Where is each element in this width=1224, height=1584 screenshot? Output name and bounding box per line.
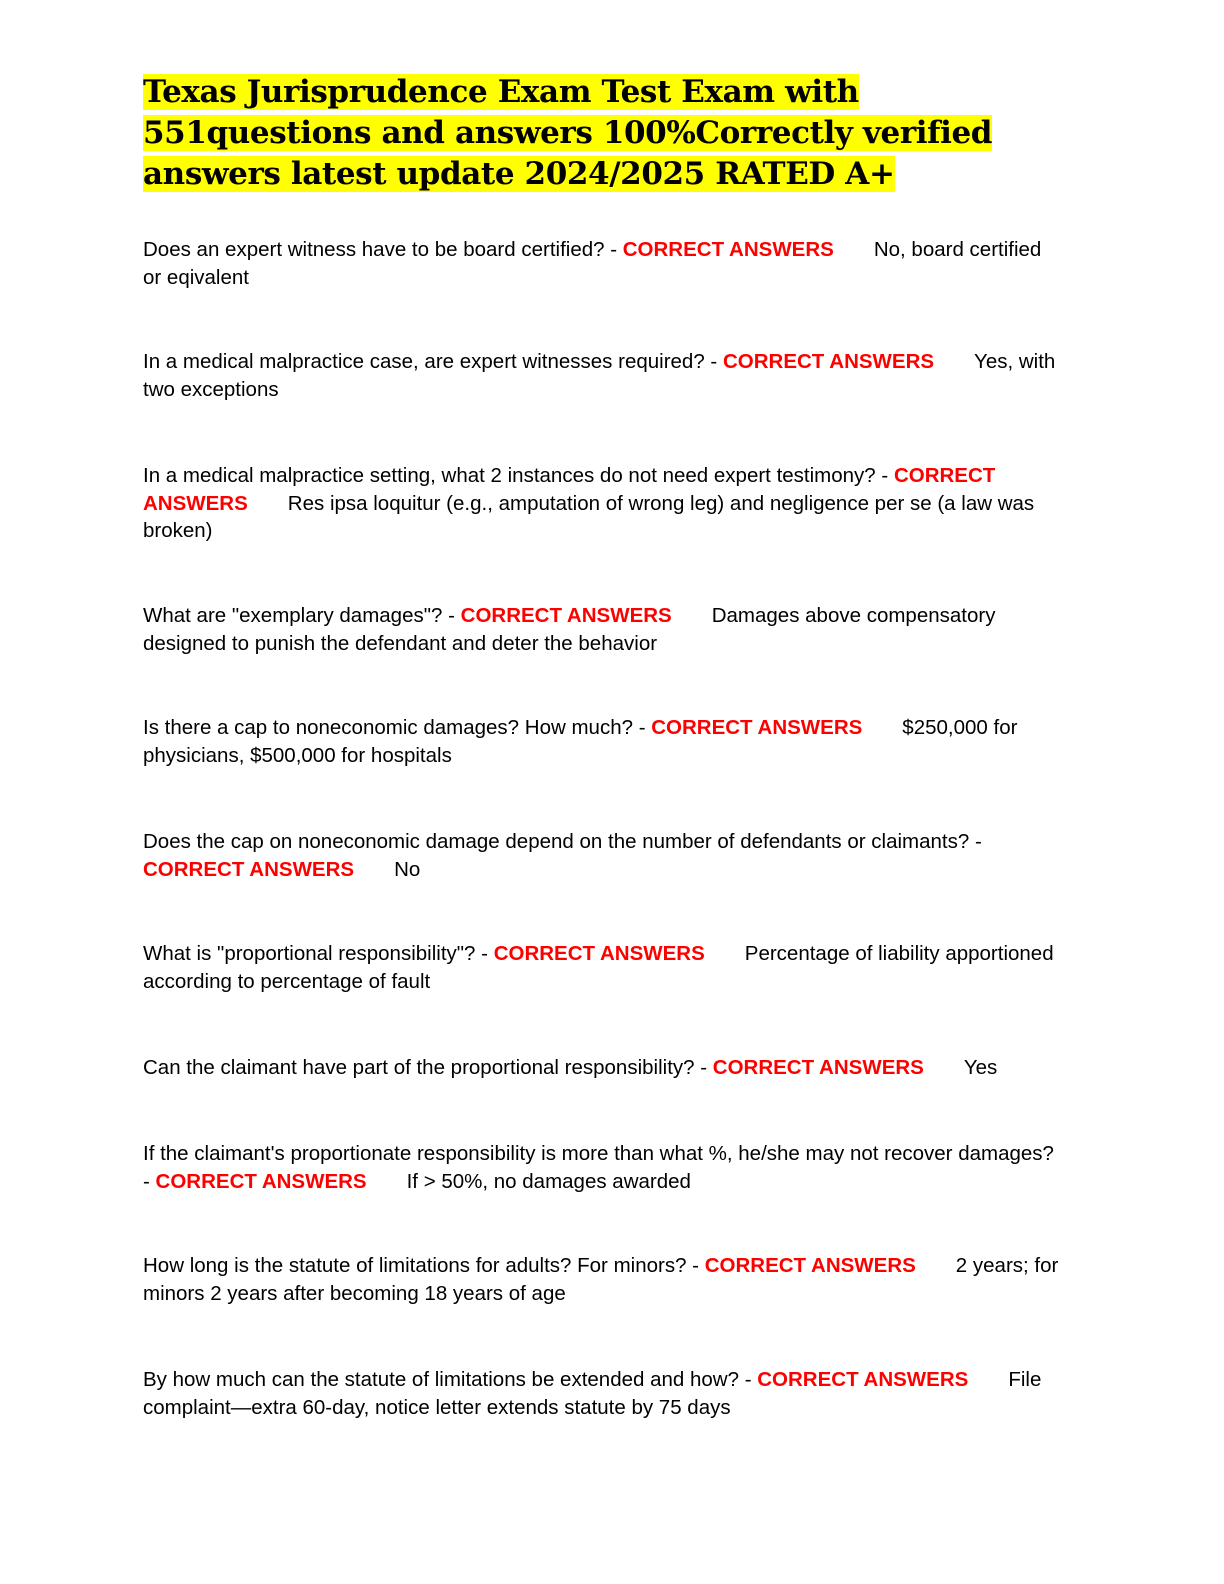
answer-marker: CORRECT ANSWERS: [143, 857, 355, 881]
qa-item: [143, 462, 1061, 545]
question-text: How long is the statute of limitations for adults? For minors? -: [143, 1254, 705, 1277]
question-text: In a medical malpractice case, are expert witnesses required? -: [143, 350, 723, 373]
qa-item: [143, 828, 1061, 883]
question-text: If the claimant's proportionate responsibility is more than what %, he/she may not recover damages? -: [143, 1142, 1054, 1193]
answer-text: Yes: [963, 1056, 998, 1079]
question-text: Does an expert witness have to be board certified? -: [143, 238, 623, 261]
qa-item: [143, 236, 1061, 291]
qa-item: [143, 348, 1061, 403]
answer-text: Damages above compensatory designed to punish the defendant and deter the behavior: [143, 604, 996, 655]
qa-item: [143, 940, 1061, 995]
qa-item: [143, 1252, 1061, 1307]
answer-text: Yes, with two exceptions: [143, 350, 1056, 401]
qa-item: [143, 1054, 1061, 1082]
question-text: What are "exemplary damages"? -: [143, 604, 461, 627]
qa-item: [143, 1140, 1061, 1195]
answer-marker: CORRECT ANSWERS: [712, 1056, 924, 1079]
answer-marker: CORRECT ANSWERS: [460, 604, 672, 627]
question-text: Is there a cap to noneconomic damages? How much? -: [143, 716, 652, 739]
question-text: Can the claimant have part of the proportional responsibility? -: [143, 1056, 713, 1079]
answer-text: $250,000 for physicians, $500,000 for hospitals: [143, 716, 1018, 767]
question-text: Does the cap on noneconomic damage depend on the number of defendants or claimants? -: [143, 830, 982, 853]
answer-text: 2 years; for minors 2 years after becoming 18 years of age: [143, 1254, 1059, 1305]
answer-text: If > 50%, no damages awarded: [406, 1169, 691, 1193]
answer-text: No: [394, 857, 421, 881]
answer-text: Res ipsa loquitur (e.g., amputation of wrong leg) and negligence per se (a law was broken): [143, 491, 1035, 542]
answer-marker: CORRECT ANSWERS: [757, 1368, 969, 1391]
answer-marker: CORRECT ANSWERS: [143, 464, 996, 515]
question-text: By how much can the statute of limitations be extended and how? -: [143, 1368, 758, 1391]
answer-text: File complaint—extra 60-day, notice letter extends statute by 75 days: [143, 1368, 1042, 1419]
answer-marker: CORRECT ANSWERS: [493, 942, 705, 965]
title-highlight: Texas Jurisprudence Exam Test Exam with 551questions and answers 100%Correctly verified answers latest update 2024/2025 RATED A+: [143, 74, 993, 192]
answer-marker: CORRECT ANSWERS: [704, 1254, 916, 1277]
question-text: In a medical malpractice setting, what 2 instances do not need expert testimony? -: [143, 464, 894, 487]
qa-item: [143, 602, 1061, 657]
answer-marker: CORRECT ANSWERS: [651, 716, 863, 739]
answer-text: Percentage of liability apportioned according to percentage of fault: [143, 942, 1054, 993]
answer-marker: CORRECT ANSWERS: [155, 1169, 367, 1193]
question-text: What is "proportional responsibility"? -: [143, 942, 494, 965]
answer-marker: CORRECT ANSWERS: [722, 350, 935, 373]
qa-item: [143, 714, 1061, 769]
answer-text: No, board certified or eqivalent: [143, 238, 1042, 289]
qa-item: [143, 1366, 1061, 1421]
document-title: [143, 72, 1083, 195]
answer-marker: CORRECT ANSWERS: [622, 238, 834, 261]
